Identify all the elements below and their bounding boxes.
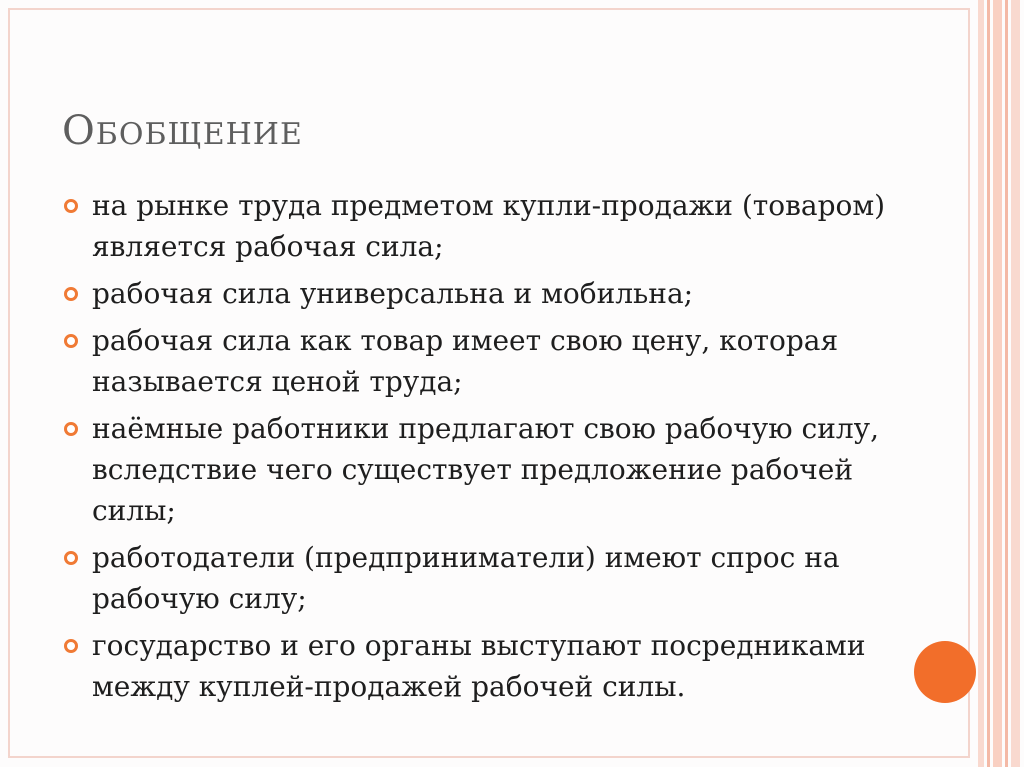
decor-stripe bbox=[978, 0, 984, 767]
bullet-ring-icon bbox=[64, 334, 78, 348]
bullet-item bbox=[64, 273, 904, 314]
bullet-item bbox=[64, 537, 904, 619]
bullet-ring-icon bbox=[64, 199, 78, 213]
bullet-text: наёмные работники предлагают свою рабочую силу, вследствие чего существует предложение рабочей силы; bbox=[92, 412, 880, 527]
title-rest: БОБЩЕНИЕ bbox=[95, 117, 303, 152]
bullet-list bbox=[64, 185, 904, 713]
bullet-text: работодатели (предприниматели) имеют спрос на рабочую силу; bbox=[92, 541, 840, 615]
decor-stripe bbox=[993, 0, 1002, 767]
bullet-ring-icon bbox=[64, 422, 78, 436]
decor-circle bbox=[914, 641, 976, 703]
bullet-text: государство и его органы выступают посредниками между куплей-продажей рабочей силы. bbox=[92, 629, 866, 703]
bullet-item bbox=[64, 408, 904, 531]
title-first-letter: О bbox=[62, 108, 96, 154]
decor-stripe bbox=[987, 0, 990, 767]
slide-title bbox=[62, 108, 303, 154]
bullet-item bbox=[64, 625, 904, 707]
decor-stripe bbox=[1005, 0, 1008, 767]
decor-stripe bbox=[1011, 0, 1020, 767]
bullet-text: рабочая сила как товар имеет свою цену, которая называется ценой труда; bbox=[92, 324, 839, 398]
bullet-text: на рынке труда предметом купли-продажи (товаром) является рабочая сила; bbox=[92, 189, 886, 263]
bullet-ring-icon bbox=[64, 287, 78, 301]
bullet-text: рабочая сила универсальна и мобильна; bbox=[92, 277, 694, 310]
bullet-item bbox=[64, 320, 904, 402]
bullet-item bbox=[64, 185, 904, 267]
bullet-ring-icon bbox=[64, 639, 78, 653]
bullet-ring-icon bbox=[64, 551, 78, 565]
